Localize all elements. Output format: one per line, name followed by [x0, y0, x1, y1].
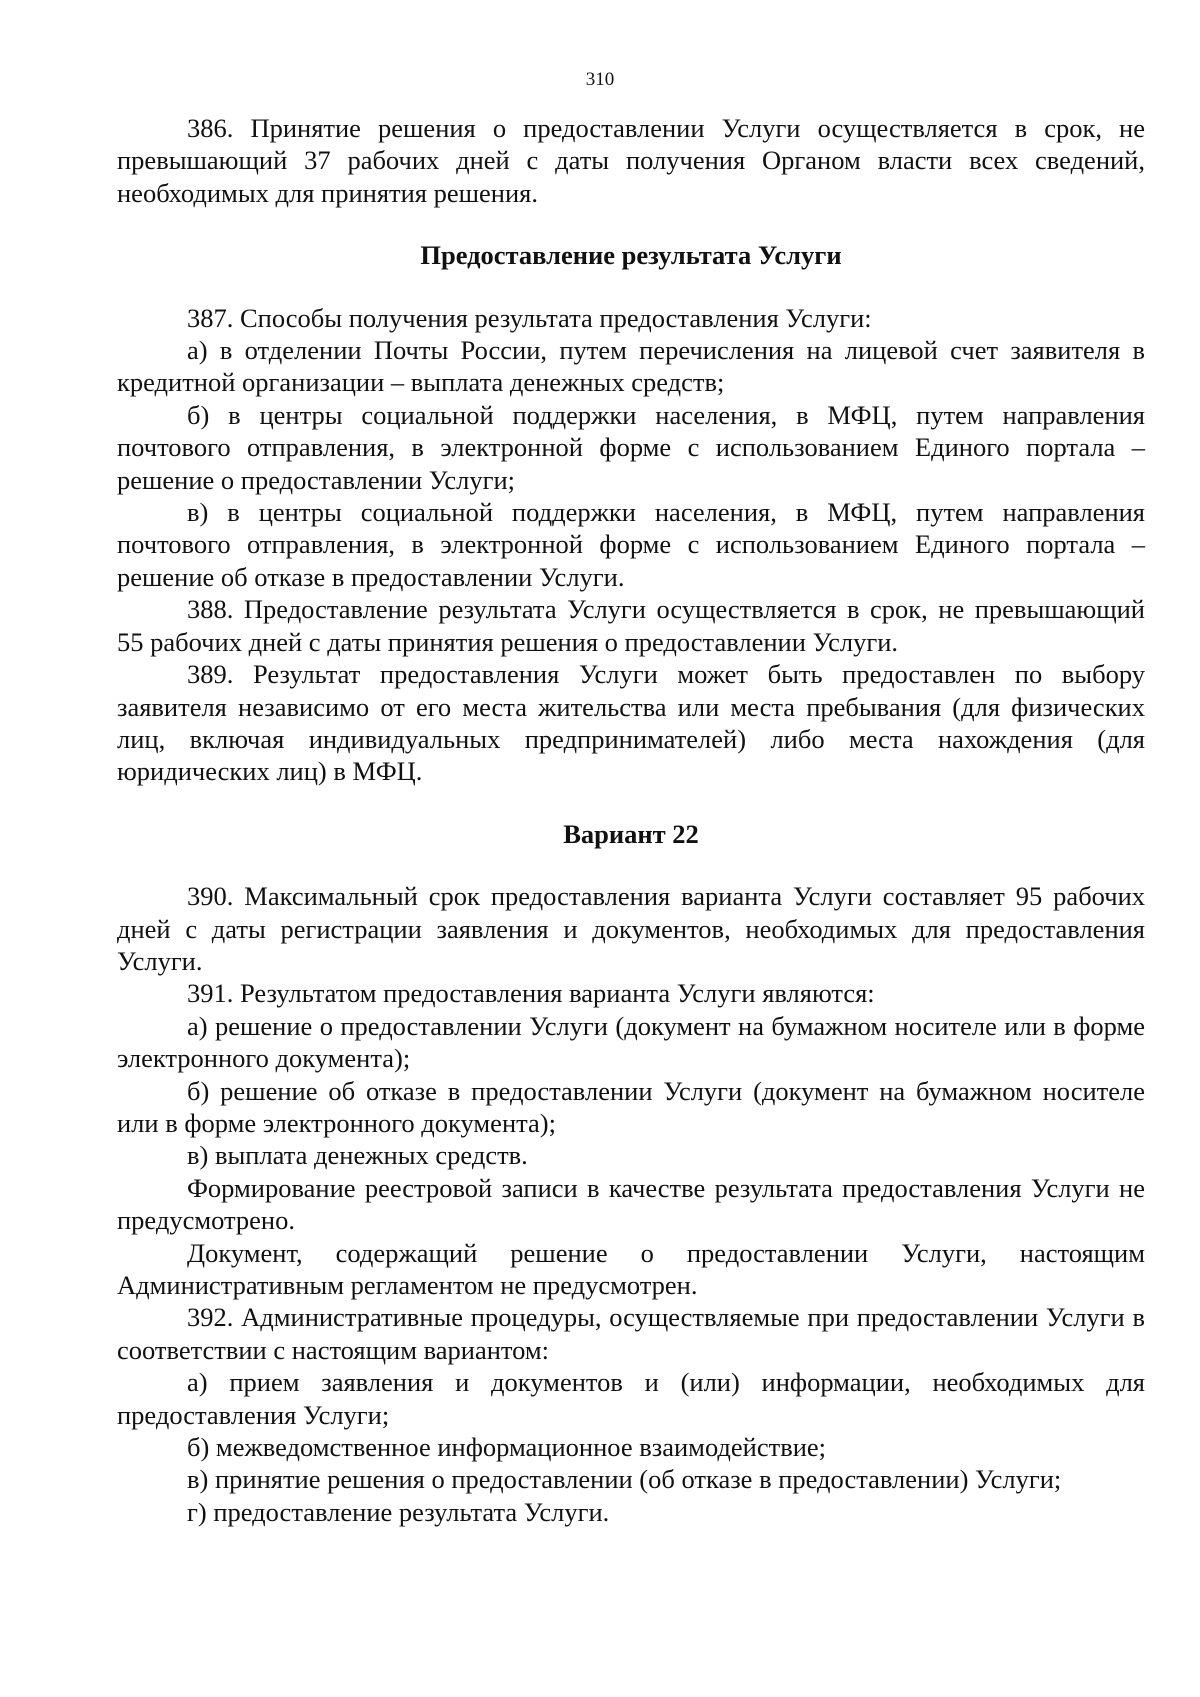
list-item-391-a: а) решение о предоставлении Услуги (документ на бумажном носителе или в форме электронного документа); [117, 1010, 1145, 1074]
list-item-387-a: а) в отделении Почты России, путем перечисления на лицевой счет заявителя в кредитной организации – выплата денежных средств; [117, 335, 1145, 398]
document-body [117, 112, 1145, 1528]
paragraph-390: 390. Максимальный срок предоставления варианта Услуги составляет 95 рабочих дней с даты регистрации заявления и документов, необходимых для предоставления Услуги. [117, 881, 1145, 976]
paragraph-389: 389. Результат предоставления Услуги может быть предоставлен по выбору заявителя независимо от его места жительства или места пребывания (для физических лиц, включая индивидуальных предпринимателей) либо места нахождения (для юридических лиц) в МФЦ. [117, 659, 1145, 787]
section-heading-result: Предоставление результата Услуги [420, 240, 842, 271]
paragraph-392: 392. Административные процедуры, осуществляемые при предоставлении Услуги в соответствии с настоящим вариантом: [117, 1302, 1145, 1365]
paragraph-391: 391. Результатом предоставления варианта Услуги являются: [187, 978, 875, 1009]
paragraph-document-note: Документ, содержащий решение о предоставлении Услуги, настоящим Административным регламентом не предусмотрен. [117, 1237, 1145, 1300]
list-item-387-b: б) в центры социальной поддержки населения, в МФЦ, путем направления почтового отправления, в электронной форме с использованием Единого портала – решение о предоставлении Услуги; [117, 399, 1145, 495]
list-item-391-v: в) выплата денежных средств. [187, 1140, 528, 1171]
page-number: 310 [585, 69, 615, 90]
list-item-392-a: а) прием заявления и документов и (или) информации, необходимых для предоставления Услуги; [117, 1367, 1145, 1430]
paragraph-388: 388. Предоставление результата Услуги осуществляется в срок, не превышающий 55 рабочих дней с даты принятия решения о предоставлении Услуги. [117, 594, 1145, 657]
paragraph-387: 387. Способы получения результата предоставления Услуги: [187, 302, 872, 333]
list-item-387-v: в) в центры социальной поддержки населения, в МФЦ, путем направления почтового отправления, в электронной форме с использованием Единого портала – решение об отказе в предоставлении Услуги. [117, 497, 1145, 592]
section-heading-variant-22: Вариант 22 [563, 818, 699, 849]
list-item-391-b: б) решение об отказе в предоставлении Услуги (документ на бумажном носителе или в форме электронного документа); [117, 1075, 1145, 1138]
list-item-392-b: б) межведомственное информационное взаимодействие; [187, 1432, 827, 1463]
paragraph-386: 386. Принятие решения о предоставлении Услуги осуществляется в срок, не превышающий 37 рабочих дней с даты получения Органом власти всех сведений, необходимых для принятия решения. [117, 113, 1145, 208]
list-item-392-v: в) принятие решения о предоставлении (об отказе в предоставлении) Услуги; [187, 1464, 1062, 1495]
paragraph-registry-note: Формирование реестровой записи в качестве результата предоставления Услуги не предусмотрено. [117, 1172, 1145, 1236]
list-item-392-g: г) предоставление результата Услуги. [187, 1496, 610, 1527]
